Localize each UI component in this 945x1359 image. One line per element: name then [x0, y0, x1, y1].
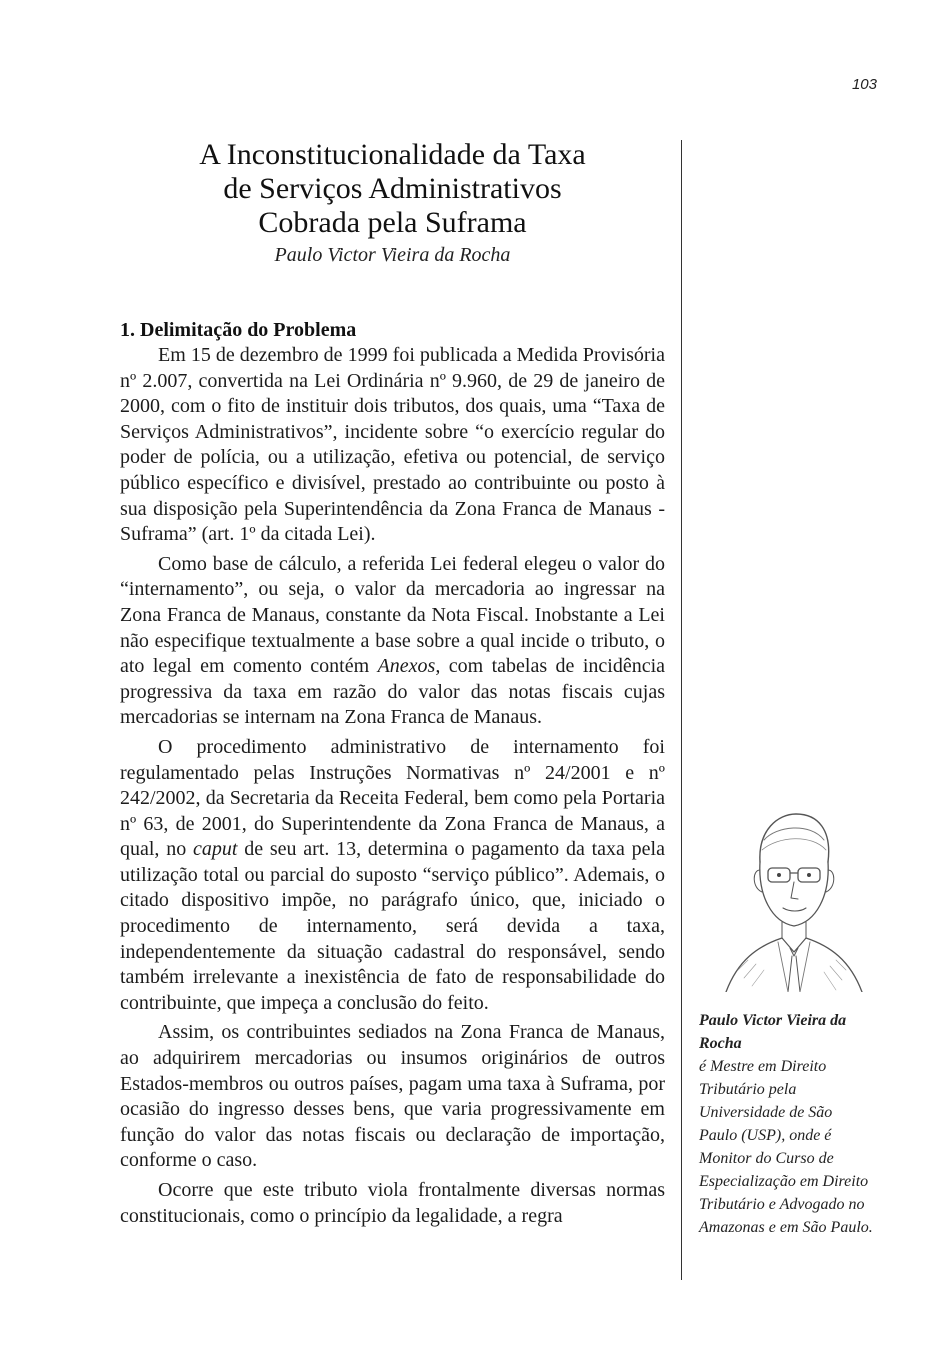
page-number: 103	[851, 76, 877, 93]
paragraph-2	[120, 552, 665, 731]
title-line-3: Cobrada pela Suframa	[258, 206, 527, 239]
section-heading: 1. Delimitação do Problema	[120, 319, 357, 341]
paragraph-2-tail: com tabelas de incidência progressiva da taxa em razão do valor das notas fiscais cujas mercadorias se internam na Zona Franca de Manaus.	[120, 655, 666, 729]
bio-description: é Mestre em Direito Tributário pela Universidade de São Paulo (USP), onde é Monitor do Curso de Especialização em Direito Tributário e Advogado no Amazonas e em São Paulo.	[699, 1058, 873, 1236]
author-portrait	[718, 800, 868, 992]
bio-author-name: Paulo Victor Vieira da Rocha	[699, 1012, 847, 1052]
title-line-2: de Serviços Administrativos	[223, 172, 562, 205]
article-author: Paulo Victor Vieira da Rocha	[274, 244, 511, 266]
paragraph-3-text: O procedimento administrativo de internamento foi regulamentado pelas Instruções Normativas nº 24/2001 e nº 242/2002, da Secretaria da Receita Federal, bem como pela Portaria nº 63, de 2001, do Superintendente da Zona Franca de Manaus, a qual, no	[120, 735, 665, 861]
paragraph-3	[120, 735, 665, 1017]
author-bio	[699, 1009, 874, 1239]
paragraph-4: Assim, os contribuintes sediados na Zona Franca de Manaus, ao adquirirem mercadorias ou insumos originários de outros Estados-membros ou outros países, pagam uma taxa à Suframa, por ocasião do ingresso desses bens, que varia progressivamente em função do valor das notas fiscais ou declaração de importação, conforme o caso.	[120, 1021, 665, 1172]
paragraph-1: Em 15 de dezembro de 1999 foi publicada a Medida Provisória nº 2.007, convertida na Lei Ordinária nº 9.960, de 29 de janeiro de 2000, com o fito de instituir dois tributos, dos quais, uma “Taxa de Serviços Administrativos”, incidente sobre “o exercício regular do poder de polícia, ou a utilização, efetiva ou potencial, de serviço público específico e divisível, prestado ao contribuinte ou posto à sua disposição pela Superintendência da Zona Franca de Manaus - Suframa” (art. 1º da citada Lei).	[120, 344, 665, 546]
paragraph-3-tail: de seu art. 13, determina o pagamento da taxa pela utilização total ou parcial do suposto “serviço público”. Ademais, o citado dispositivo impõe, no parágrafo único, que, iniciado o procedimento de internamento, será devida a taxa, independentemente da situação cadastral do responsável, sendo também irrelevante a inexistência de fato de responsabilidade do contribuinte, que impeça a conclusão do feito.	[120, 838, 665, 1014]
paragraph-2-italic: Anexos,	[377, 655, 441, 678]
article-body	[120, 318, 665, 1233]
paragraph-2-text: Como base de cálculo, a referida Lei federal elegeu o valor do “internamento”, ou seja, o valor da mercadoria ao ingressar na Zona Franca de Manaus, constante da Nota Fiscal. Inobstante a Lei não especifique textualmente a base sobre a qual incide o tributo, o ato legal em comento contém	[120, 552, 665, 678]
article-header	[120, 138, 665, 268]
title-line-1: A Inconstitucionalidade da Taxa	[199, 138, 586, 171]
column-divider	[681, 140, 682, 1280]
paragraph-3-italic: caput	[192, 838, 238, 861]
paragraph-5: Ocorre que este tributo viola frontalmente diversas normas constitucionais, como o princípio da legalidade, a regra	[120, 1179, 665, 1227]
